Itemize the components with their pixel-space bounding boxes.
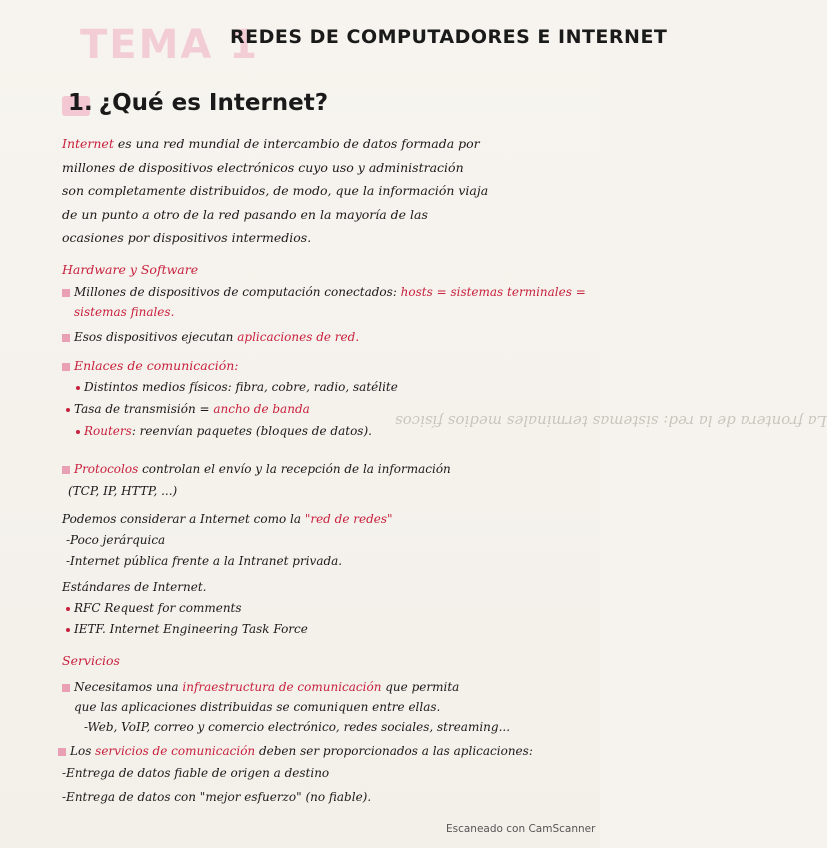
item-text: Necesitamos una (74, 680, 183, 694)
item-highlight: ancho de banda (213, 402, 310, 416)
square-bullet-icon (62, 289, 70, 297)
scanner-watermark: Escaneado con CamScanner (446, 823, 596, 835)
item-text: deben ser proporcionados a las aplicaciones: (255, 744, 533, 758)
item-text: Tasa de transmisión = (74, 402, 214, 416)
ghost-heading: TEMA 1 (80, 22, 260, 68)
item-text: Distintos medios físicos: fibra, cobre, radio, satélite (84, 380, 398, 394)
item-text: que permita (381, 680, 460, 694)
item-text: Esos dispositivos ejecutan (74, 330, 238, 344)
section-title: ¿Qué es Internet? (98, 90, 329, 116)
dot-bullet-icon (76, 430, 80, 434)
item-text: : reenvían paquetes (bloques de datos). (131, 424, 372, 438)
term-internet: Internet (62, 136, 114, 151)
servicios-line: que las aplicaciones distribuidas se comuniquen entre ellas. (74, 700, 441, 714)
square-bullet-icon (62, 363, 70, 371)
servicios-heading: Servicios (62, 653, 120, 668)
square-bullet-icon (62, 466, 70, 474)
bleed-through-text: La frontera de la red: sistemas terminales medios físicos (395, 412, 827, 430)
intro-paragraph (62, 132, 582, 250)
hardware-heading: Hardware y Software (62, 262, 199, 277)
item-highlight: servicios de comunicación (95, 744, 256, 758)
square-bullet-icon (62, 684, 70, 692)
intro-line: de un punto a otro de la red pasando en la mayoría de las (62, 206, 428, 222)
servicios-examples: -Web, VoIP, correo y comercio electrónico, redes sociales, streaming... (84, 720, 511, 734)
item-text: Los (70, 744, 96, 758)
term-protocolos: Protocolos (74, 462, 139, 476)
dot-bullet-icon (66, 628, 70, 632)
section-number: 1. (68, 90, 93, 116)
list-item (62, 283, 586, 302)
item-highlight: aplicaciones de red. (237, 330, 360, 344)
protocolos-line (62, 460, 451, 479)
list-item (76, 378, 398, 397)
item-highlight: "red de redes" (304, 512, 393, 526)
item-highlight: hosts = sistemas terminales = (400, 285, 586, 299)
square-bullet-icon (62, 334, 70, 342)
item-text: Podemos considerar a Internet como la (62, 512, 305, 526)
list-item (76, 422, 372, 441)
section-heading (68, 90, 328, 116)
red-de-redes-line (62, 510, 393, 529)
list-item-continuation: sistemas finales. (74, 305, 175, 319)
heading-text: Enlaces de comunicación: (74, 358, 239, 373)
dot-bullet-icon (66, 408, 70, 412)
square-bullet-icon (58, 748, 66, 756)
intro-line: es una red mundial de intercambio de datos formada por (113, 136, 480, 151)
servicios-line (62, 678, 459, 697)
dot-bullet-icon (76, 386, 80, 390)
item-highlight: Routers (84, 424, 132, 438)
dot-bullet-icon (66, 607, 70, 611)
intro-line: son completamente distribuidos, de modo, que la información viaja (62, 183, 489, 198)
intro-line: millones de dispositivos electrónicos cuyo uso y administración (62, 159, 464, 175)
list-item: -Poco jerárquica (66, 533, 166, 547)
estandares-heading: Estándares de Internet. (62, 580, 207, 594)
list-item (66, 400, 310, 419)
intro-line: ocasiones por dispositivos intermedios. (62, 230, 312, 245)
list-item: -Entrega de datos fiable de origen a destino (62, 766, 330, 780)
list-item (66, 599, 242, 618)
list-item (66, 620, 308, 639)
page-title: REDES DE COMPUTADORES E INTERNET (230, 26, 668, 48)
servicios-line (58, 742, 533, 761)
enlaces-heading (62, 358, 239, 373)
protocolos-examples: (TCP, IP, HTTP, ...) (68, 484, 178, 498)
list-item: -Internet pública frente a la Intranet privada. (66, 554, 343, 568)
item-text: RFC Request for comments (74, 601, 242, 615)
item-highlight: infraestructura de comunicación (182, 680, 382, 694)
list-item (62, 328, 359, 347)
item-text: Millones de dispositivos de computación conectados: (74, 285, 401, 299)
item-text: IETF. Internet Engineering Task Force (74, 622, 308, 636)
list-item: -Entrega de datos con "mejor esfuerzo" (no fiable). (62, 790, 372, 804)
item-text: controlan el envío y la recepción de la información (138, 462, 451, 476)
